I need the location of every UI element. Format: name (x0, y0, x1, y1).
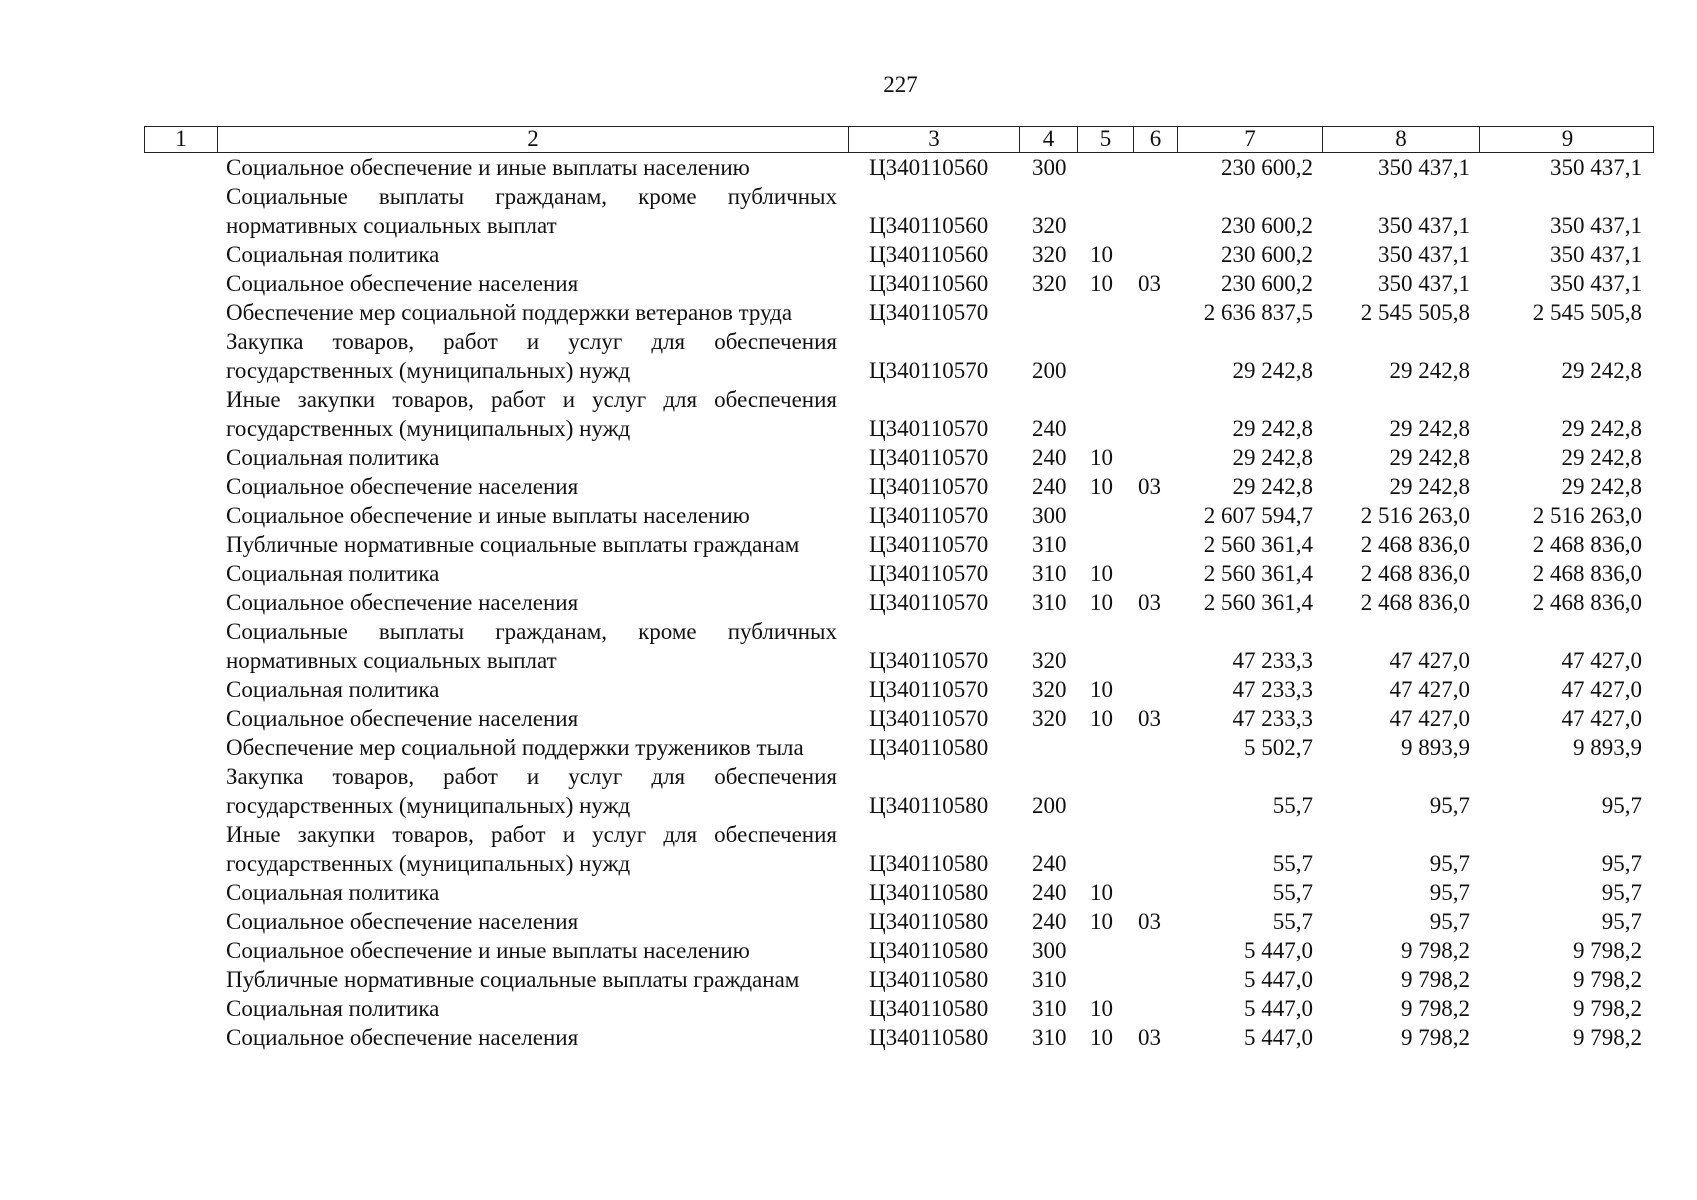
row-col7-value: 55,7 (1272, 909, 1313, 934)
row-col7-value: 55,7 (1272, 793, 1313, 818)
row-code-cell: Ц340110560 (869, 213, 989, 238)
row-col8-value: 95,7 (1429, 880, 1470, 905)
table-row (144, 617, 1654, 675)
row-col5-cell: 10 (1090, 996, 1113, 1021)
row-col4-cell: 240 (1032, 880, 1067, 905)
row-col9-value: 29 242,8 (1561, 358, 1642, 383)
row-col7-value: 230 600,2 (1221, 242, 1313, 267)
row-col9-value: 95,7 (1601, 880, 1642, 905)
table-row (144, 559, 1654, 588)
row-col8-value: 29 242,8 (1389, 358, 1470, 383)
row-col7-value: 2 607 594,7 (1203, 503, 1313, 528)
row-col5-cell: 10 (1090, 271, 1113, 296)
table-row (144, 733, 1654, 762)
header-cell-3: 3 (848, 127, 1019, 152)
row-col8-value: 9 798,2 (1401, 967, 1470, 992)
row-col9-value: 2 468 836,0 (1532, 532, 1642, 557)
row-col4-cell: 320 (1032, 677, 1067, 702)
row-col7-value: 230 600,2 (1221, 155, 1313, 180)
row-col8-value: 29 242,8 (1389, 474, 1470, 499)
row-col9-value: 47 427,0 (1561, 677, 1642, 702)
row-col6-cell: 03 (1138, 474, 1161, 499)
row-col5-cell: 10 (1090, 706, 1113, 731)
table-row (144, 762, 1654, 820)
row-col4-cell: 300 (1032, 155, 1067, 180)
row-col8-value: 350 437,1 (1378, 155, 1470, 180)
row-col4-cell: 240 (1032, 474, 1067, 499)
row-col7-value: 2 560 361,4 (1203, 561, 1313, 586)
table-row (144, 182, 1654, 240)
table-row (144, 936, 1654, 965)
table-row (144, 1023, 1654, 1052)
row-name-cell: Социальное обеспечение населения (226, 590, 579, 615)
table-row (144, 820, 1654, 878)
row-col5-cell: 10 (1090, 242, 1113, 267)
row-col8-value: 95,7 (1429, 851, 1470, 876)
row-col5-cell: 10 (1090, 445, 1113, 470)
row-col8-value: 2 516 263,0 (1360, 503, 1470, 528)
row-col9-value: 95,7 (1601, 851, 1642, 876)
row-col7-value: 5 447,0 (1244, 996, 1313, 1021)
row-col8-value: 9 798,2 (1401, 1025, 1470, 1050)
row-col9-value: 2 545 505,8 (1532, 300, 1642, 325)
row-col4-cell: 310 (1032, 561, 1067, 586)
row-col4-cell: 310 (1032, 590, 1067, 615)
row-code-cell: Ц340110570 (869, 503, 989, 528)
row-col5-cell: 10 (1090, 1025, 1113, 1050)
row-col5-cell: 10 (1090, 909, 1113, 934)
row-col4-cell: 320 (1032, 242, 1067, 267)
row-col7-value: 2 560 361,4 (1203, 532, 1313, 557)
row-name-cell: Социальное обеспечение населения (226, 474, 579, 499)
table-row (144, 878, 1654, 907)
row-col7-value: 5 447,0 (1244, 1025, 1313, 1050)
row-col8-value: 350 437,1 (1378, 242, 1470, 267)
row-col9-value: 350 437,1 (1550, 213, 1642, 238)
row-col9-value: 9 798,2 (1573, 996, 1642, 1021)
row-name-cell: Социальные выплаты гражданам, кроме публичных нормативных социальных выплат (226, 184, 837, 238)
row-col6-cell: 03 (1138, 590, 1161, 615)
row-name-cell: Иные закупки товаров, работ и услуг для обеспечения государственных (муниципальных) нужд (226, 822, 837, 876)
row-col5-cell: 10 (1090, 474, 1113, 499)
row-col9-value: 2 468 836,0 (1532, 561, 1642, 586)
row-col8-value: 95,7 (1429, 793, 1470, 818)
row-code-cell: Ц340110570 (869, 648, 989, 673)
row-col8-value: 47 427,0 (1389, 648, 1470, 673)
row-name-cell: Социальные выплаты гражданам, кроме публичных нормативных социальных выплат (226, 619, 837, 673)
row-col6-cell: 03 (1138, 271, 1161, 296)
row-code-cell: Ц340110570 (869, 300, 989, 325)
row-col9-value: 9 798,2 (1573, 1025, 1642, 1050)
header-cell-8: 8 (1322, 127, 1479, 152)
row-name-cell: Закупка товаров, работ и услуг для обеспечения государственных (муниципальных) нужд (226, 764, 837, 818)
row-col7-value: 29 242,8 (1232, 445, 1313, 470)
row-name-cell: Публичные нормативные социальные выплаты гражданам (226, 967, 800, 992)
row-col7-value: 29 242,8 (1232, 358, 1313, 383)
row-col6-cell: 03 (1138, 1025, 1161, 1050)
row-col4-cell: 310 (1032, 996, 1067, 1021)
row-col4-cell: 310 (1032, 967, 1067, 992)
row-code-cell: Ц340110580 (869, 996, 989, 1021)
row-code-cell: Ц340110580 (869, 851, 989, 876)
row-col9-value: 95,7 (1601, 793, 1642, 818)
row-col9-value: 9 893,9 (1573, 735, 1642, 760)
table-row (144, 907, 1654, 936)
row-col7-value: 5 502,7 (1244, 735, 1313, 760)
row-col4-cell: 240 (1032, 909, 1067, 934)
table-row (144, 443, 1654, 472)
row-code-cell: Ц340110580 (869, 938, 989, 963)
row-name-cell: Социальное обеспечение и иные выплаты населению (226, 155, 750, 180)
table-row (144, 269, 1654, 298)
row-code-cell: Ц340110570 (869, 474, 989, 499)
header-cell-1: 1 (175, 126, 187, 151)
row-col9-value: 350 437,1 (1550, 271, 1642, 296)
row-col4-cell: 320 (1032, 648, 1067, 673)
row-code-cell: Ц340110580 (869, 1025, 989, 1050)
row-col4-cell: 240 (1032, 445, 1067, 470)
row-name-cell: Социальное обеспечение и иные выплаты населению (226, 503, 750, 528)
row-col4-cell: 240 (1032, 851, 1067, 876)
row-col8-value: 47 427,0 (1389, 706, 1470, 731)
row-col8-value: 350 437,1 (1378, 271, 1470, 296)
row-name-cell: Социальная политика (226, 996, 440, 1021)
row-col4-cell: 240 (1032, 416, 1067, 441)
row-col7-value: 29 242,8 (1232, 416, 1313, 441)
table-row (144, 472, 1654, 501)
header-cell-5: 5 (1077, 127, 1133, 152)
row-col9-value: 9 798,2 (1573, 938, 1642, 963)
row-code-cell: Ц340110560 (869, 271, 989, 296)
table-row (144, 240, 1654, 269)
table-row (144, 675, 1654, 704)
row-col9-value: 2 468 836,0 (1532, 590, 1642, 615)
row-col4-cell: 200 (1032, 793, 1067, 818)
row-code-cell: Ц340110580 (869, 880, 989, 905)
row-name-cell: Социальная политика (226, 677, 440, 702)
table-row (144, 704, 1654, 733)
row-col7-value: 230 600,2 (1221, 213, 1313, 238)
row-code-cell: Ц340110570 (869, 590, 989, 615)
table-header (144, 126, 1654, 153)
header-cell-6: 6 (1133, 127, 1177, 152)
row-name-cell: Социальная политика (226, 561, 440, 586)
row-col9-value: 47 427,0 (1561, 706, 1642, 731)
row-col4-cell: 310 (1032, 1025, 1067, 1050)
row-code-cell: Ц340110570 (869, 358, 989, 383)
row-col7-value: 5 447,0 (1244, 967, 1313, 992)
row-code-cell: Ц340110570 (869, 532, 989, 557)
row-name-cell: Социальное обеспечение и иные выплаты населению (226, 938, 750, 963)
row-col8-value: 29 242,8 (1389, 416, 1470, 441)
row-name-cell: Обеспечение мер социальной поддержки тружеников тыла (226, 735, 804, 760)
row-col8-value: 2 545 505,8 (1360, 300, 1470, 325)
row-col9-value: 350 437,1 (1550, 155, 1642, 180)
row-code-cell: Ц340110580 (869, 735, 989, 760)
row-col8-value: 9 798,2 (1401, 938, 1470, 963)
row-col5-cell: 10 (1090, 880, 1113, 905)
row-col8-value: 2 468 836,0 (1360, 590, 1470, 615)
header-cell-2: 2 (217, 127, 848, 152)
table-row (144, 385, 1654, 443)
row-col4-cell: 310 (1032, 532, 1067, 557)
row-col9-value: 9 798,2 (1573, 967, 1642, 992)
row-col4-cell: 200 (1032, 358, 1067, 383)
row-col7-value: 2 560 361,4 (1203, 590, 1313, 615)
row-col9-value: 2 516 263,0 (1532, 503, 1642, 528)
row-col7-value: 230 600,2 (1221, 271, 1313, 296)
row-code-cell: Ц340110580 (869, 967, 989, 992)
row-name-cell: Социальная политика (226, 445, 440, 470)
row-col9-value: 29 242,8 (1561, 445, 1642, 470)
row-col7-value: 47 233,3 (1232, 677, 1313, 702)
row-col8-value: 350 437,1 (1378, 213, 1470, 238)
row-col9-value: 95,7 (1601, 909, 1642, 934)
row-col7-value: 55,7 (1272, 880, 1313, 905)
row-col7-value: 47 233,3 (1232, 706, 1313, 731)
row-col4-cell: 320 (1032, 213, 1067, 238)
row-name-cell: Обеспечение мер социальной поддержки ветеранов труда (226, 300, 793, 325)
table-row (144, 501, 1654, 530)
row-col8-value: 2 468 836,0 (1360, 561, 1470, 586)
budget-table (144, 126, 1654, 1052)
row-name-cell: Социальное обеспечение населения (226, 1025, 579, 1050)
row-name-cell: Публичные нормативные социальные выплаты гражданам (226, 532, 800, 557)
row-name-cell: Социальное обеспечение населения (226, 909, 579, 934)
row-code-cell: Ц340110560 (869, 242, 989, 267)
row-col4-cell: 320 (1032, 706, 1067, 731)
row-col4-cell: 300 (1032, 938, 1067, 963)
row-code-cell: Ц340110570 (869, 706, 989, 731)
row-col8-value: 47 427,0 (1389, 677, 1470, 702)
row-code-cell: Ц340110570 (869, 416, 989, 441)
row-code-cell: Ц340110570 (869, 561, 989, 586)
row-col8-value: 95,7 (1429, 909, 1470, 934)
row-col8-value: 29 242,8 (1389, 445, 1470, 470)
row-code-cell: Ц340110570 (869, 677, 989, 702)
table-row (144, 153, 1654, 182)
row-code-cell: Ц340110580 (869, 793, 989, 818)
row-name-cell: Закупка товаров, работ и услуг для обеспечения государственных (муниципальных) нужд (226, 329, 837, 383)
row-col9-value: 29 242,8 (1561, 416, 1642, 441)
row-col7-value: 2 636 837,5 (1203, 300, 1313, 325)
row-col5-cell: 10 (1090, 561, 1113, 586)
table-row (144, 994, 1654, 1023)
header-cell-4: 4 (1019, 127, 1077, 152)
table-row (144, 530, 1654, 559)
row-name-cell: Социальная политика (226, 242, 440, 267)
row-col7-value: 5 447,0 (1244, 938, 1313, 963)
row-code-cell: Ц340110570 (869, 445, 989, 470)
row-code-cell: Ц340110560 (869, 155, 989, 180)
row-code-cell: Ц340110580 (869, 909, 989, 934)
row-col8-value: 2 468 836,0 (1360, 532, 1470, 557)
table-row (144, 588, 1654, 617)
header-cell-7: 7 (1177, 127, 1322, 152)
table-row (144, 298, 1654, 327)
row-col6-cell: 03 (1138, 909, 1161, 934)
row-name-cell: Иные закупки товаров, работ и услуг для обеспечения государственных (муниципальных) нужд (226, 387, 837, 441)
row-col9-value: 47 427,0 (1561, 648, 1642, 673)
row-name-cell: Социальное обеспечение населения (226, 706, 579, 731)
row-col4-cell: 320 (1032, 271, 1067, 296)
row-name-cell: Социальное обеспечение населения (226, 271, 579, 296)
table-row (144, 965, 1654, 994)
row-col7-value: 29 242,8 (1232, 474, 1313, 499)
page-number: 227 (883, 72, 918, 97)
row-col9-value: 29 242,8 (1561, 474, 1642, 499)
row-col5-cell: 10 (1090, 590, 1113, 615)
row-col7-value: 55,7 (1272, 851, 1313, 876)
row-col5-cell: 10 (1090, 677, 1113, 702)
header-cell-9: 9 (1479, 127, 1655, 152)
row-col7-value: 47 233,3 (1232, 648, 1313, 673)
table-row (144, 327, 1654, 385)
row-col8-value: 9 893,9 (1401, 735, 1470, 760)
row-col9-value: 350 437,1 (1550, 242, 1642, 267)
table-body (144, 153, 1654, 1052)
row-col4-cell: 300 (1032, 503, 1067, 528)
row-col8-value: 9 798,2 (1401, 996, 1470, 1021)
row-col6-cell: 03 (1138, 706, 1161, 731)
row-name-cell: Социальная политика (226, 880, 440, 905)
